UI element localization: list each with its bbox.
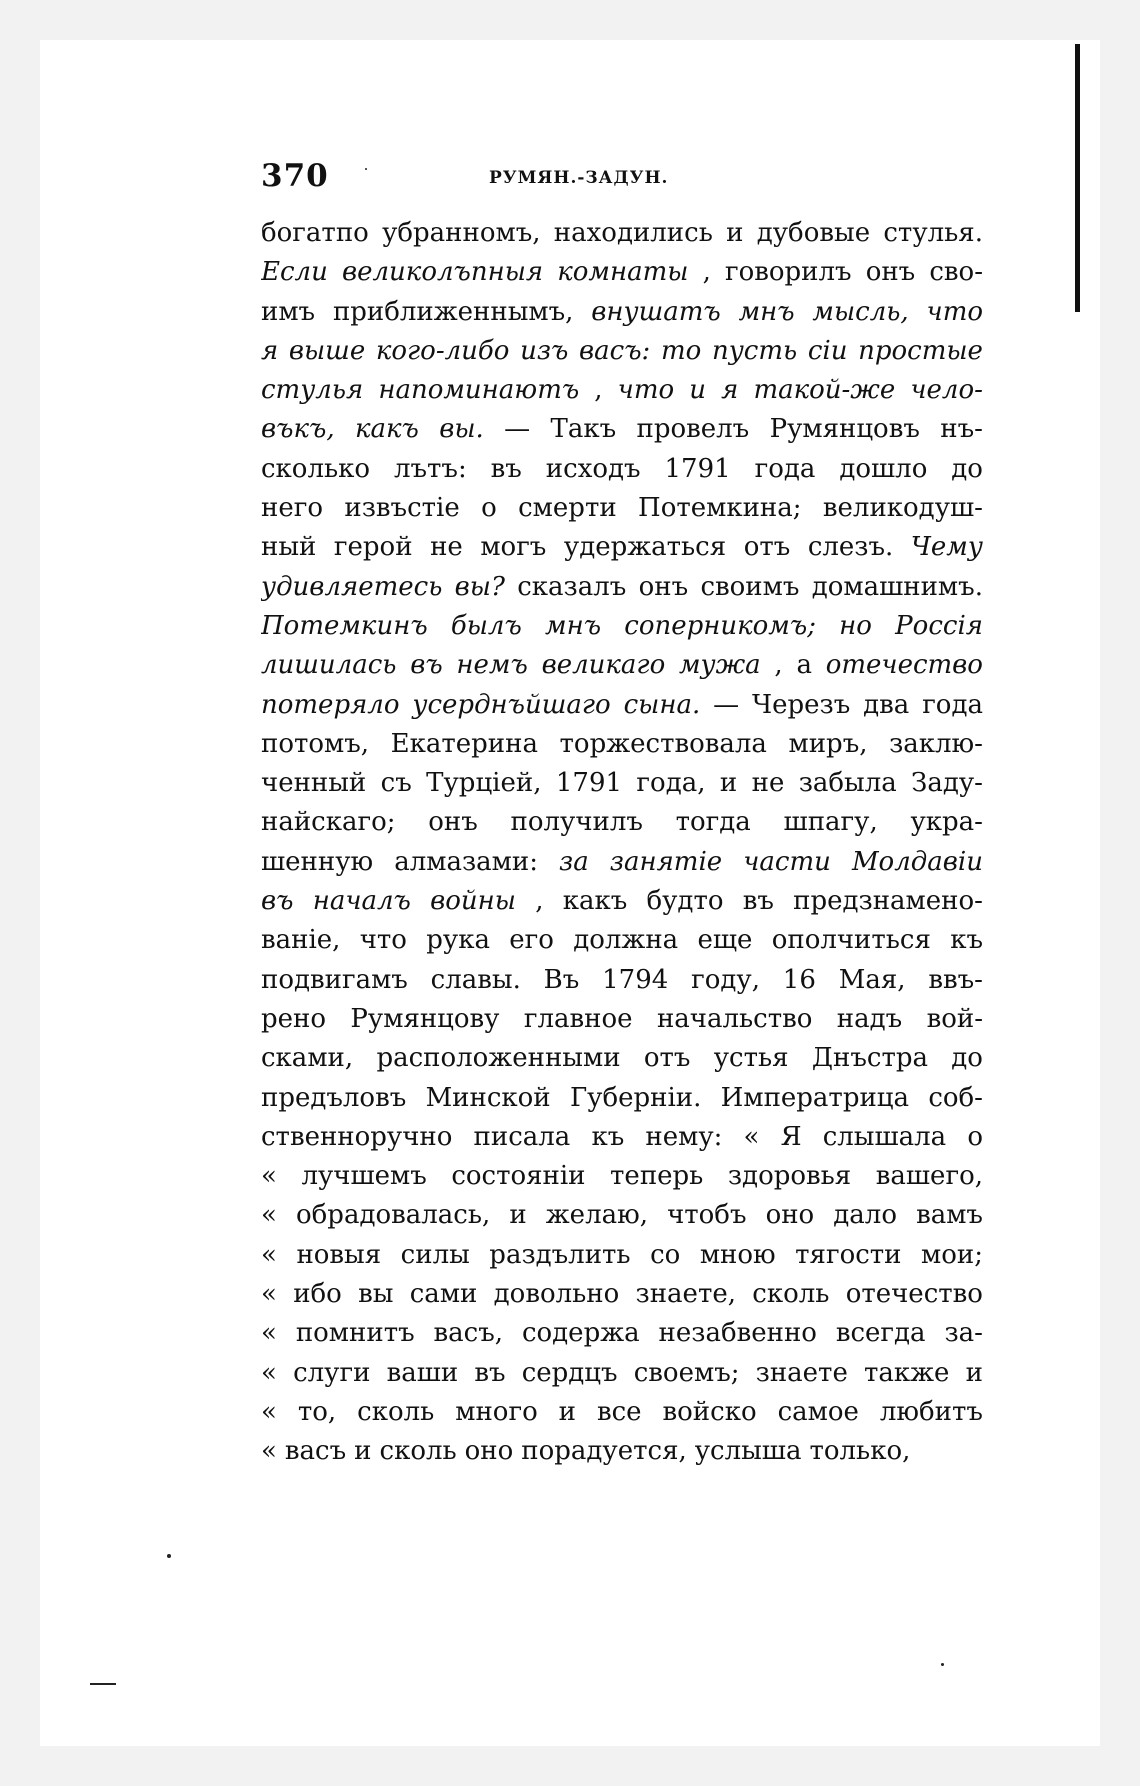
word: шенную [261,846,374,877]
word: Минской [425,1082,551,1113]
word: предзнамено- [793,886,983,917]
word: — [713,689,740,720]
word: вы. [439,414,484,445]
word: подвигамъ [261,964,408,995]
text-line [261,332,983,371]
word: здоровья [727,1161,852,1192]
word: надъ [836,1003,903,1034]
word: что [617,375,675,406]
word: лучшемъ [301,1161,427,1192]
word: не [751,768,785,799]
word: съ [380,768,412,799]
word: писала [473,1121,571,1152]
word: слезъ. [807,532,894,563]
word: стулья [261,375,364,406]
word: говорилъ [724,257,852,288]
word: васъ [284,1436,347,1467]
word: богатпо [261,218,369,248]
text-line [261,803,983,842]
word: за [559,846,589,877]
word: великолъпныя [341,257,544,288]
word: только, [809,1436,911,1467]
word: года, [636,768,706,799]
word: такой-же [753,375,896,406]
word: слуги [293,1357,371,1388]
word: что [359,925,407,956]
word: находились [553,218,713,248]
word: за- [944,1318,983,1349]
word: миръ, [788,728,868,759]
word: ный [261,532,317,563]
word: я [261,335,279,366]
word: мнъ [545,610,602,641]
word: великодуш- [822,493,983,524]
word: чело- [910,375,983,406]
word: 16 [782,964,816,995]
word: незабвенно [658,1318,817,1349]
word: къ [591,1121,625,1152]
word: васъ: [579,335,651,366]
word: Я [780,1121,802,1152]
word: сколь [379,1436,457,1467]
word: напоминаютъ [378,375,580,406]
text-line [261,686,983,725]
word: но [839,610,872,641]
word: въ [261,886,294,917]
word: сами [409,1279,478,1310]
text-line [261,1039,983,1078]
text-line [261,410,983,449]
word: усерднъйшаго [412,689,611,720]
text-line [261,528,983,567]
word: самое [777,1396,859,1427]
word: 1791 [555,768,623,799]
word: дало [833,1200,897,1231]
word: а [796,650,812,681]
word: знаете, [635,1279,736,1310]
word: довольно [493,1279,620,1310]
word: сердцъ [521,1357,618,1388]
text-line [261,882,983,921]
word: мужа [678,650,761,681]
text-line [261,253,983,292]
word: слышала [822,1121,947,1152]
text-line [261,1275,983,1314]
word: него [261,493,323,524]
word: войны [430,886,516,917]
word: нему: [645,1121,723,1152]
word: и [726,218,744,248]
word: и [509,1200,527,1231]
word: отечество [845,1279,983,1310]
word: убранномъ, [382,218,541,248]
word: вамъ [916,1200,983,1231]
word: вы? [454,571,505,602]
word: своимъ [700,571,800,602]
word: Россія [895,610,983,641]
word: отечество [825,650,983,681]
text-line [261,489,983,528]
word: все [596,1396,642,1427]
word: рено [261,1003,327,1034]
word: 1791 [664,453,731,484]
page-number: 370 [261,158,329,194]
word: что [926,296,983,327]
word: Потемкинъ [261,610,428,641]
word: услыша [694,1436,802,1467]
word: шпагу, [783,807,878,838]
word: простые [858,335,983,366]
word: тогда [675,807,751,838]
word: соперникомъ; [624,610,816,641]
print-dash [90,1683,116,1685]
word: сына. [623,689,701,720]
text-line [261,1314,983,1353]
word: мною [699,1239,776,1270]
word: два [863,689,910,720]
word: много [455,1396,538,1427]
word: раздълить [489,1239,631,1270]
word: имъ [261,296,316,327]
print-speck [941,1663,944,1666]
word: потомъ, [261,728,370,759]
word: оно [464,1436,514,1467]
word: « [261,1396,277,1427]
word: вашего, [875,1161,983,1192]
text-line [261,843,983,882]
word: Губерніи. [569,1082,702,1113]
word: къ [950,925,983,956]
word: ввъ- [928,964,983,995]
word: дошло [839,453,928,484]
word: Екатерина [390,728,538,759]
word: лътъ: [393,453,467,484]
word: дубовые [756,218,871,248]
word: главное [523,1003,633,1034]
word: Заду- [911,768,983,799]
text-line [261,1432,983,1471]
word: въкъ, [261,414,335,445]
word: мнъ [738,296,795,327]
word: его [509,925,554,956]
word: сками, [261,1043,354,1074]
word: отъ [643,1043,691,1074]
text-line [261,607,983,646]
text-line [261,293,983,332]
word: въ [410,650,443,681]
word: должна [573,925,679,956]
word: мысль, [812,296,909,327]
word: то, [297,1396,337,1427]
word: удивляетесь [261,571,443,602]
word: соб- [928,1082,983,1113]
word: въ [474,1357,506,1388]
word: выше [288,335,366,366]
word: я [721,375,739,406]
text-line [261,450,983,489]
word: порадуется, [521,1436,687,1467]
word: обрадовалась, [296,1200,491,1231]
print-speck [167,1554,171,1558]
word: любитъ [879,1396,983,1427]
text-line [261,1196,983,1235]
text-line [261,921,983,960]
word: васъ, [433,1318,504,1349]
word: сіи [807,335,848,366]
word: Въ [543,964,580,995]
word: со [650,1239,681,1270]
word: найскаго; [261,807,396,838]
text-line [261,725,983,764]
word: 1794 [602,964,669,995]
word: до [951,453,983,484]
word: Румянцову [350,1003,500,1034]
text-line [261,568,983,607]
word: какъ [354,414,419,445]
word: ваніе, [261,925,341,956]
word: кого-либо [375,335,510,366]
word: сколь [752,1279,830,1310]
word: Черезъ [752,689,851,720]
word: вы [358,1279,394,1310]
word: « [261,1436,277,1467]
word: ополчиться [771,925,931,956]
word: ибо [293,1279,342,1310]
word: начальство [656,1003,813,1034]
word: « [743,1121,760,1152]
word: сколько [261,453,371,484]
text-line [261,1079,983,1118]
word: удержаться [563,532,727,563]
word: великаго [541,650,666,681]
running-head: РУМЯН.-ЗАДУН. [489,168,669,188]
word: о [481,493,497,524]
word: алмазами: [394,846,538,877]
word: до [951,1043,983,1074]
word: былъ [450,610,522,641]
word: смерти [518,493,617,524]
word: « [261,1161,277,1192]
word: Императрица [720,1082,910,1113]
text-line [261,1157,983,1196]
word: « [261,1279,277,1310]
word: также [863,1357,950,1388]
word: сколь [357,1396,435,1427]
text-line [261,1118,983,1157]
word: лишилась [261,650,397,681]
word: исходъ [545,453,641,484]
word: всегда [835,1318,926,1349]
word: сво- [929,257,983,288]
word: онъ [638,571,689,602]
text-line [261,1393,983,1432]
word: войско [662,1396,757,1427]
word: стулья. [883,218,983,248]
word: внушатъ [591,296,721,327]
word: теперь [610,1161,704,1192]
word: будто [646,886,724,917]
word: герой [333,532,413,563]
page-edge-bar [1075,44,1080,312]
word: славы. [430,964,521,995]
text-line [261,214,983,253]
text-line [261,646,983,685]
word: и [965,1357,983,1388]
word: провелъ [636,414,750,445]
word: нъ- [940,414,983,445]
word: новыя [296,1239,382,1270]
word: — [504,414,531,445]
word: , [535,886,544,917]
word: расположенными [376,1043,621,1074]
word: тягости [795,1239,902,1270]
word: устья [713,1043,789,1074]
word: какъ [562,886,628,917]
word: желаю, [545,1200,648,1231]
word: году, [691,964,760,995]
word: вой- [926,1003,983,1034]
word: онъ [428,807,478,838]
text-line [261,371,983,410]
word: сказалъ [517,571,627,602]
word: не [430,532,463,563]
word: получилъ [510,807,643,838]
word: части [743,846,831,877]
text-line [261,961,983,1000]
page-header [261,158,983,198]
word: « [261,1318,277,1349]
text-line [261,1000,983,1039]
word: мои; [921,1239,983,1270]
word: домашнимъ. [811,571,983,602]
word: укра- [910,807,983,838]
word: Чему [910,532,983,563]
word: чтобъ [667,1200,747,1231]
word: , [702,257,711,288]
word: изъ [520,335,569,366]
word: торжествовала [559,728,767,759]
word: о [967,1121,983,1152]
word: оно [765,1200,815,1231]
text-line [261,1354,983,1393]
text-line [261,1236,983,1275]
word: содержа [521,1318,640,1349]
word: , [774,650,783,681]
word: рука [426,925,490,956]
word: немъ [456,650,528,681]
word: Потемкина; [638,493,802,524]
word: Мая, [838,964,906,995]
word: « [261,1200,277,1231]
word: ваши [386,1357,459,1388]
word: Молдавіи [851,846,983,877]
word: и [558,1396,577,1427]
word: Днъстра [811,1043,928,1074]
word: состояніи [451,1161,586,1192]
word: извъстіе [344,493,460,524]
text-line [261,764,983,803]
word: Румянцовъ [769,414,920,445]
word: года [922,689,983,720]
word: Турціей, [426,768,542,799]
word: « [261,1239,277,1270]
word: отъ [743,532,791,563]
word: и [719,768,738,799]
word: « [261,1357,277,1388]
word: помнитъ [295,1318,415,1349]
word: началъ [312,886,411,917]
word: въ [742,886,774,917]
word: могъ [480,532,547,563]
word: заклю- [889,728,983,759]
word: онъ [865,257,916,288]
word: ченный [261,768,367,799]
word: своемъ; [633,1357,740,1388]
body-text [261,214,983,1472]
print-speck [365,168,367,170]
word: предъловъ [261,1082,407,1113]
word: Если [261,257,328,288]
word: года [754,453,816,484]
word: потеряло [261,689,400,720]
word: пусть [711,335,798,366]
word: приближеннымъ, [332,296,574,327]
word: комнаты [557,257,689,288]
word: то [660,335,702,366]
word: силы [400,1239,470,1270]
word: еще [697,925,753,956]
word: забыла [798,768,897,799]
word: Такъ [550,414,617,445]
word: знаете [755,1357,848,1388]
word: въ [490,453,522,484]
word: занятіе [609,846,723,877]
word: , [594,375,603,406]
word: ственноручно [261,1121,453,1152]
word: и [354,1436,372,1467]
word: и [689,375,706,406]
